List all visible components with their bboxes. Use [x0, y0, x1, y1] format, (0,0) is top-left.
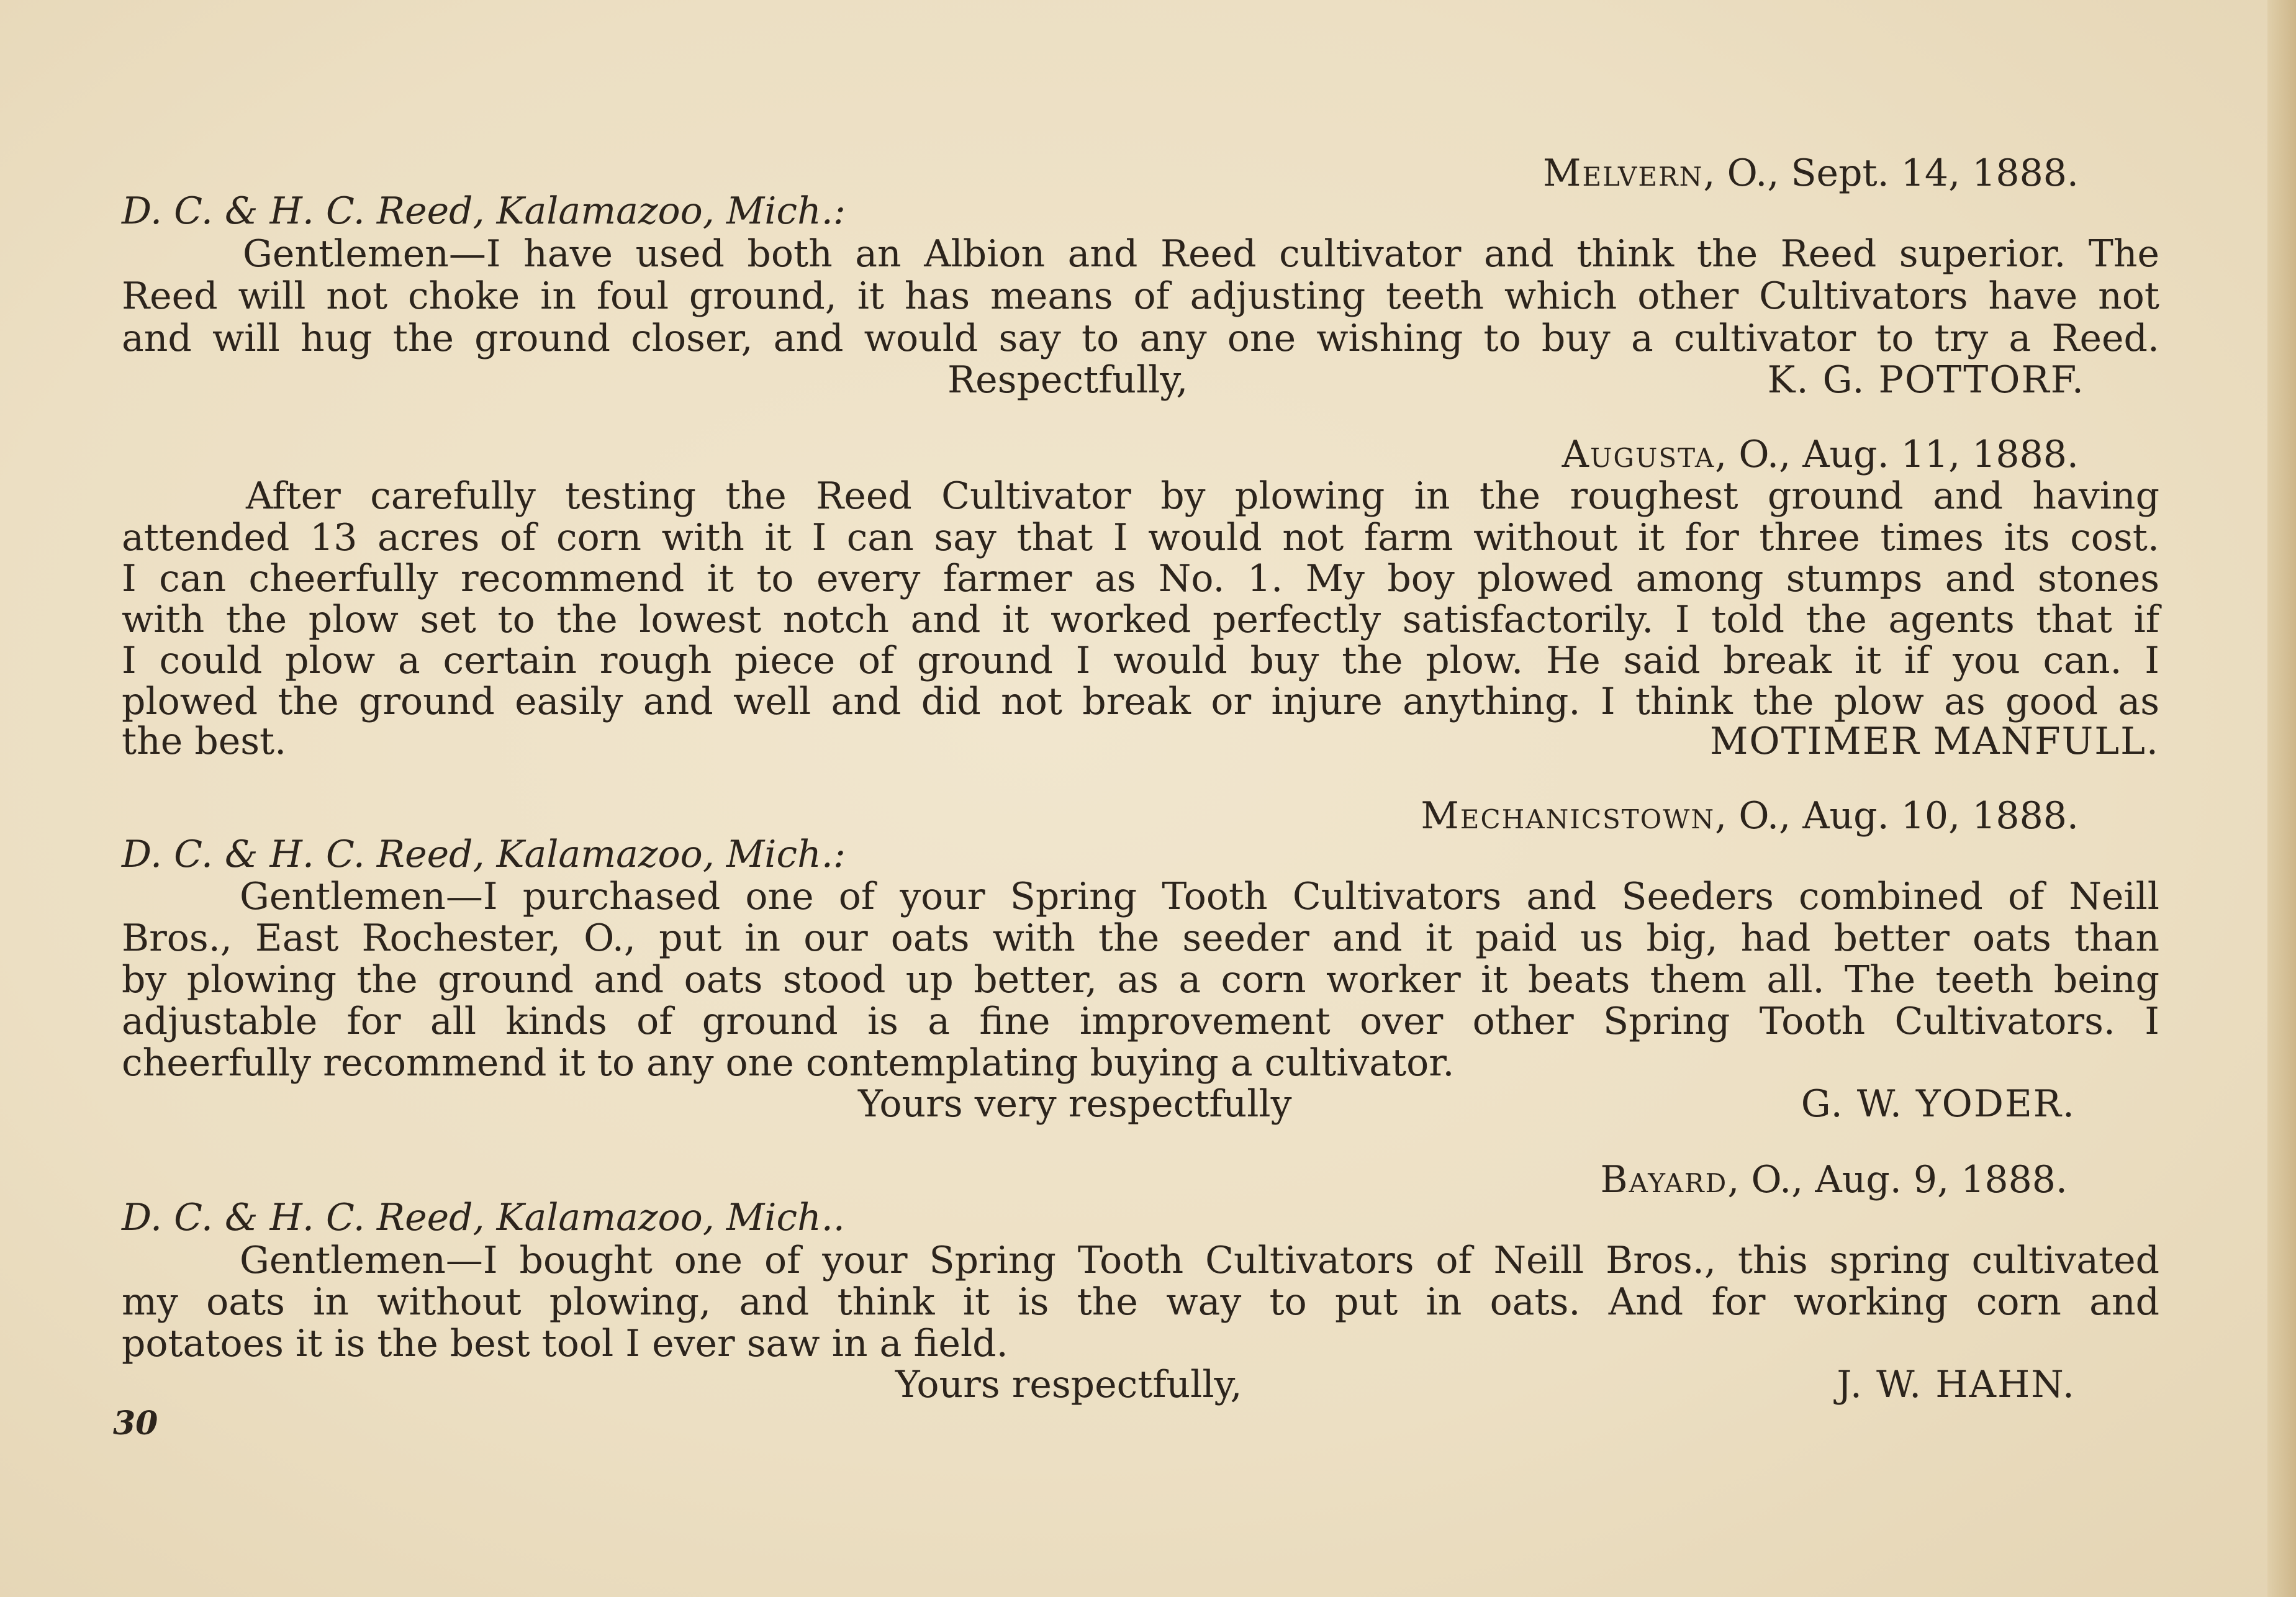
page-edge	[2267, 0, 2296, 1597]
letter-4-closing: Yours respectfully,	[895, 1363, 1242, 1406]
letter-3-address: D. C. & H. C. Reed, Kalamazoo, Mich.:	[122, 833, 846, 876]
letter-4-line-2: my oats in without plowing, and think it is the way to put in oats. And for working corn and	[122, 1280, 2159, 1324]
letter-1-place: Melvern	[1543, 152, 1704, 195]
letter-1-signoff	[122, 359, 2085, 401]
letter-3-line-1: Gentlemen—I purchased one of your Spring Tooth Cultivators and Seeders combined of Neill	[240, 875, 2159, 918]
letter-2-place: Augusta	[1562, 433, 1715, 476]
letter-1-signature: K. G. POTTORF.	[1767, 358, 2085, 402]
letter-1-dateline	[122, 152, 2159, 194]
letter-1-line-2: Reed will not choke in foul ground, it has means of adjusting teeth which other Cultivators have not	[122, 274, 2159, 318]
letter-3-line-4: adjustable for all kinds of ground is a fine improvement over other Spring Tooth Cultivators. I	[122, 1000, 2159, 1043]
letter-4-last-line: potatoes it is the best tool I ever saw in a field.	[122, 1322, 1008, 1365]
letter-2-line-1: After carefully testing the Reed Cultivator by plowing in the roughest ground and having	[246, 474, 2159, 518]
letter-4-address: D. C. & H. C. Reed, Kalamazoo, Mich..	[122, 1196, 845, 1239]
letter-4-dateline	[122, 1159, 2159, 1201]
letter-2-dateline	[122, 433, 2159, 476]
letter-3-dateline	[122, 795, 2159, 837]
letter-2-line-4: with the plow set to the lowest notch and it worked perfectly satisfactorily. I told the agents that if	[122, 598, 2159, 641]
letter-1-date: , O., Sept. 14, 1888.	[1703, 152, 2079, 195]
letter-3-closing: Yours very respectfully	[858, 1082, 1292, 1126]
letter-3-date: , O., Aug. 10, 1888.	[1715, 794, 2079, 838]
letter-2-line-5: I could plow a certain rough piece of ground I would buy the plow. He said break it if you can. I	[122, 639, 2159, 682]
letter-3-signoff	[122, 1083, 2076, 1125]
letter-2-signature: MOTIMER MANFULL.	[1709, 720, 2159, 763]
letter-2-signoff	[122, 720, 2159, 762]
letter-1-line-3: and will hug the ground closer, and would say to any one wishing to buy a cultivator to try a Reed.	[122, 317, 2159, 360]
letter-3-place: Mechanicstown	[1421, 794, 1715, 838]
letter-4-place: Bayard	[1600, 1158, 1728, 1201]
letter-3-signature: G. W. YODER.	[1801, 1082, 2076, 1126]
letter-3-last-line: cheerfully recommend it to any one contemplating buying a cultivator.	[122, 1041, 1455, 1085]
page-number: 30	[113, 1405, 158, 1442]
letter-2-line-3: I can cheerfully recommend it to every farmer as No. 1. My boy plowed among stumps and stones	[122, 557, 2159, 600]
letter-4-date: , O., Aug. 9, 1888.	[1727, 1158, 2068, 1201]
letter-2-date: , O., Aug. 11, 1888.	[1715, 433, 2079, 476]
letter-3-line-2: Bros., East Rochester, O., put in our oats with the seeder and it paid us big, had better oats than	[122, 916, 2159, 960]
letter-2-last-line: the best.	[122, 720, 287, 763]
letter-2-line-6: plowed the ground easily and well and did not break or injure anything. I think the plow as good as	[122, 680, 2159, 723]
letter-2-line-2: attended 13 acres of corn with it I can say that I would not farm without it for three times its cost.	[122, 516, 2159, 559]
letter-4-line-1: Gentlemen—I bought one of your Spring Tooth Cultivators of Neill Bros., this spring cultivated	[240, 1239, 2159, 1282]
letter-1-line-1: Gentlemen—I have used both an Albion and Reed cultivator and think the Reed superior. The	[243, 232, 2159, 276]
letter-4-signature: J. W. HAHN.	[1837, 1363, 2076, 1406]
letter-3-line-3: by plowing the ground and oats stood up better, as a corn worker it beats them all. The teeth being	[122, 958, 2159, 1002]
letter-1-closing: Respectfully,	[947, 358, 1188, 402]
letter-4-signoff	[122, 1364, 2076, 1406]
letter-1-address: D. C. & H. C. Reed, Kalamazoo, Mich.:	[122, 189, 846, 233]
